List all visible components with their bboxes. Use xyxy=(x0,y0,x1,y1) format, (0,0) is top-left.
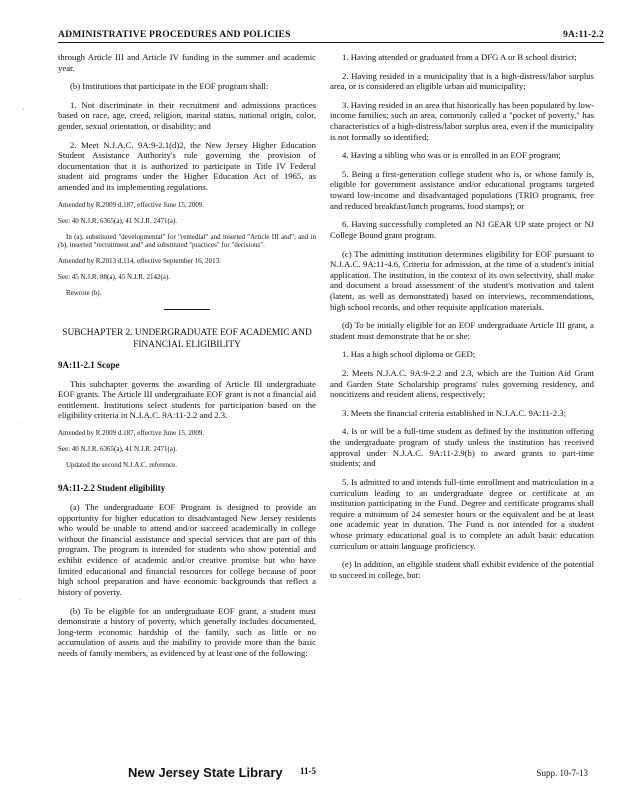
subchapter-heading: SUBCHAPTER 2. UNDERGRADUATE EOF ACADEMIC AND FINANCIAL ELIGIBILITY xyxy=(62,328,312,350)
amendment-line: See: 40 N.J.R. 6365(a), 41 N.J.R. 2471(a). xyxy=(58,216,177,225)
paragraph: (b) To be eligible for an undergraduate EOF grant, a student must demonstrate a history of poverty, which generally includes documented, long-term economic hardship of the family, such as little or no accumulation of assets and the inability to provide more than the basic needs of family members, as evidenced by at least one of the following: xyxy=(58,605,316,658)
list-item: 3. Having resided in an area that historically has been populated by low-income families; such an area, commonly called a "pocket of poverty," has characteristics of a high-distress/labor surplus area, even if the municipality is not formally so identified; xyxy=(330,99,594,142)
left-column xyxy=(58,52,316,667)
paragraph: 1. Not discriminate in their recruitment and admissions practices based on race, age, creed, religion, marital status, national origin, color, gender, sexual orientation, or disability; and xyxy=(58,99,316,132)
amendment-line: Amended by R.2009 d.187, effective June 15, 2009. xyxy=(58,200,205,209)
paragraph: 2. Meet N.J.A.C. 9A:9-2.1(d)2, the New Jersey Higher Education Student Assistance Authority's rule governing the provision of documentation that it is authorized to participate in Title IV Federal student aid programs under the Higher Education Act of 1965, as amended and its implementing regulations. xyxy=(58,139,316,193)
list-item: 3. Meets the financial criteria established in N.J.A.C. 9A:11-2.3; xyxy=(342,407,567,418)
paragraph: (b) Institutions that participate in the EOF program shall: xyxy=(70,81,269,92)
page-number: 11-5 xyxy=(300,766,317,776)
amendment-line: Amended by R.2009 d.187, effective June 15, 2009. xyxy=(58,428,205,437)
list-item: 2. Having resided in a municipality that is a high-distress/labor surplus area, or is considered an eligible urban aid municipality; xyxy=(330,70,594,92)
list-item: 4. Having a sibling who was or is enrolled in an EOF program; xyxy=(342,150,561,161)
supplement-date: Supp. 10-7-13 xyxy=(536,768,588,778)
divider xyxy=(164,309,210,310)
amendment-line: See: 45 N.J.R. 88(a), 45 N.J.R. 2142(a). xyxy=(58,272,170,281)
amendment-line: In (a), substituted "developmental" for "remedial" and inserted "Article III and"; and in (b), inserted "recruitment and" and substituted "practices" for "decisions". xyxy=(58,232,316,249)
paragraph: (a) The undergraduate EOF Program is designed to provide an opportunity for higher education to disadvantaged New Jersey residents who would be unable to attend and/or succeed academically in college without the financial assistance and special services that are part of this program. The program is intended for students who show potential and exhibit evidence of academic and/or creative promise but who have limited educational and financial resources for college because of poor high school preparation and have economic backgrounds that reflect a history of poverty. xyxy=(58,502,316,597)
amendment-notes xyxy=(58,201,316,297)
paragraph: This subchapter governs the awarding of Article III undergraduate EOF grants. The Article III undergraduate EOF grant is not a financial aid entitlement. Institutions select students for participation based on the eligibility criteria in N.J.A.C. 9A:11-2.2 and 2.3. xyxy=(58,378,316,421)
page-footer xyxy=(0,765,618,785)
header-title: ADMINISTRATIVE PROCEDURES AND POLICIES xyxy=(58,29,291,40)
amendment-line: See: 40 N.J.R. 6365(a), 41 N.J.R. 2471(a). xyxy=(58,444,177,453)
paragraph: (d) To be initially eligible for an EOF undergraduate Article III grant, a student must demonstrate that he or she: xyxy=(330,320,594,341)
list-item: 2. Meets N.J.A.C. 9A:9-2.2 and 2.3, which are the Tuition Aid Grant and Garden State Scholarship programs' rules governing residency, and noncitizens and resident aliens, respectively; xyxy=(330,368,594,400)
list-item: 1. Having attended or graduated from a DFG A or B school district; xyxy=(342,52,577,62)
list-item: 5. Is admitted to and intends full-time enrollment and matriculation in a curriculum leading to an undergraduate degree or certificate at an institution participating in the Fund. Degree and certificate programs shall require a minimum of 24 semester hours or the equivalent and be at least one academic year in duration. The Fund is not intended for a student whose primary educational goal is to complete an adult basic education curriculum or attain language proficiency. xyxy=(330,476,594,551)
header-section-number: 9A:11-2.2 xyxy=(563,29,604,40)
amendment-line: Updated the second N.J.A.C. reference. xyxy=(66,461,177,470)
section-heading: 9A:11-2.1 Scope xyxy=(58,359,120,370)
section-heading: 9A:11-2.2 Student eligibility xyxy=(58,483,166,494)
list-item: 5. Being a first-generation college student who is, or whose family is, eligible for government assistance and/or educational programs targeted toward low-income and disadvantaged populations (TRIO programs, free and reduced breakfast/lunch programs, food stamps); or xyxy=(330,168,594,211)
right-column xyxy=(330,52,594,588)
running-header xyxy=(58,26,604,43)
amendment-line: Amended by R.2013 d.114, effective September 16, 2013. xyxy=(58,256,221,265)
list-item: 1. Has a high school diploma or GED; xyxy=(342,349,476,360)
paragraph: (e) In addition, an eligible student shall exhibit evidence of the potential to succeed in college, but: xyxy=(330,559,594,580)
scan-mark: · xyxy=(22,105,25,115)
library-watermark: New Jersey State Library xyxy=(128,765,283,780)
amendment-line: Rewrote (b). xyxy=(66,288,102,297)
paragraph: (c) The admitting institution determines eligibility for EOF pursuant to N.J.A.C. 9A:11-4.6, Criteria for admission, at the time of a student's initial application. The institution, in the context of its own selectivity, shall make and document a broad assessment of the student's motivation and talent (latent, as well as demonstrated) based on interviews, recommendations, high school records, and other requisite application materials. xyxy=(330,248,594,312)
scan-mark: · xyxy=(20,420,23,430)
paragraph: through Article III and Article IV funding in the summer and academic year. xyxy=(58,52,316,73)
list-item: 4. Is or will be a full-time student as defined by the institution offering the undergraduate program of study unless the institution has received approval under N.J.A.C. 9A:11-2.9(b) to award grants to part-time students; and xyxy=(330,426,594,469)
amendment-notes xyxy=(58,429,316,469)
list-item: 6. Having successfully completed an NJ GEAR UP state project or NJ College Bound grant program. xyxy=(330,219,594,240)
scan-mark: · xyxy=(18,596,21,606)
